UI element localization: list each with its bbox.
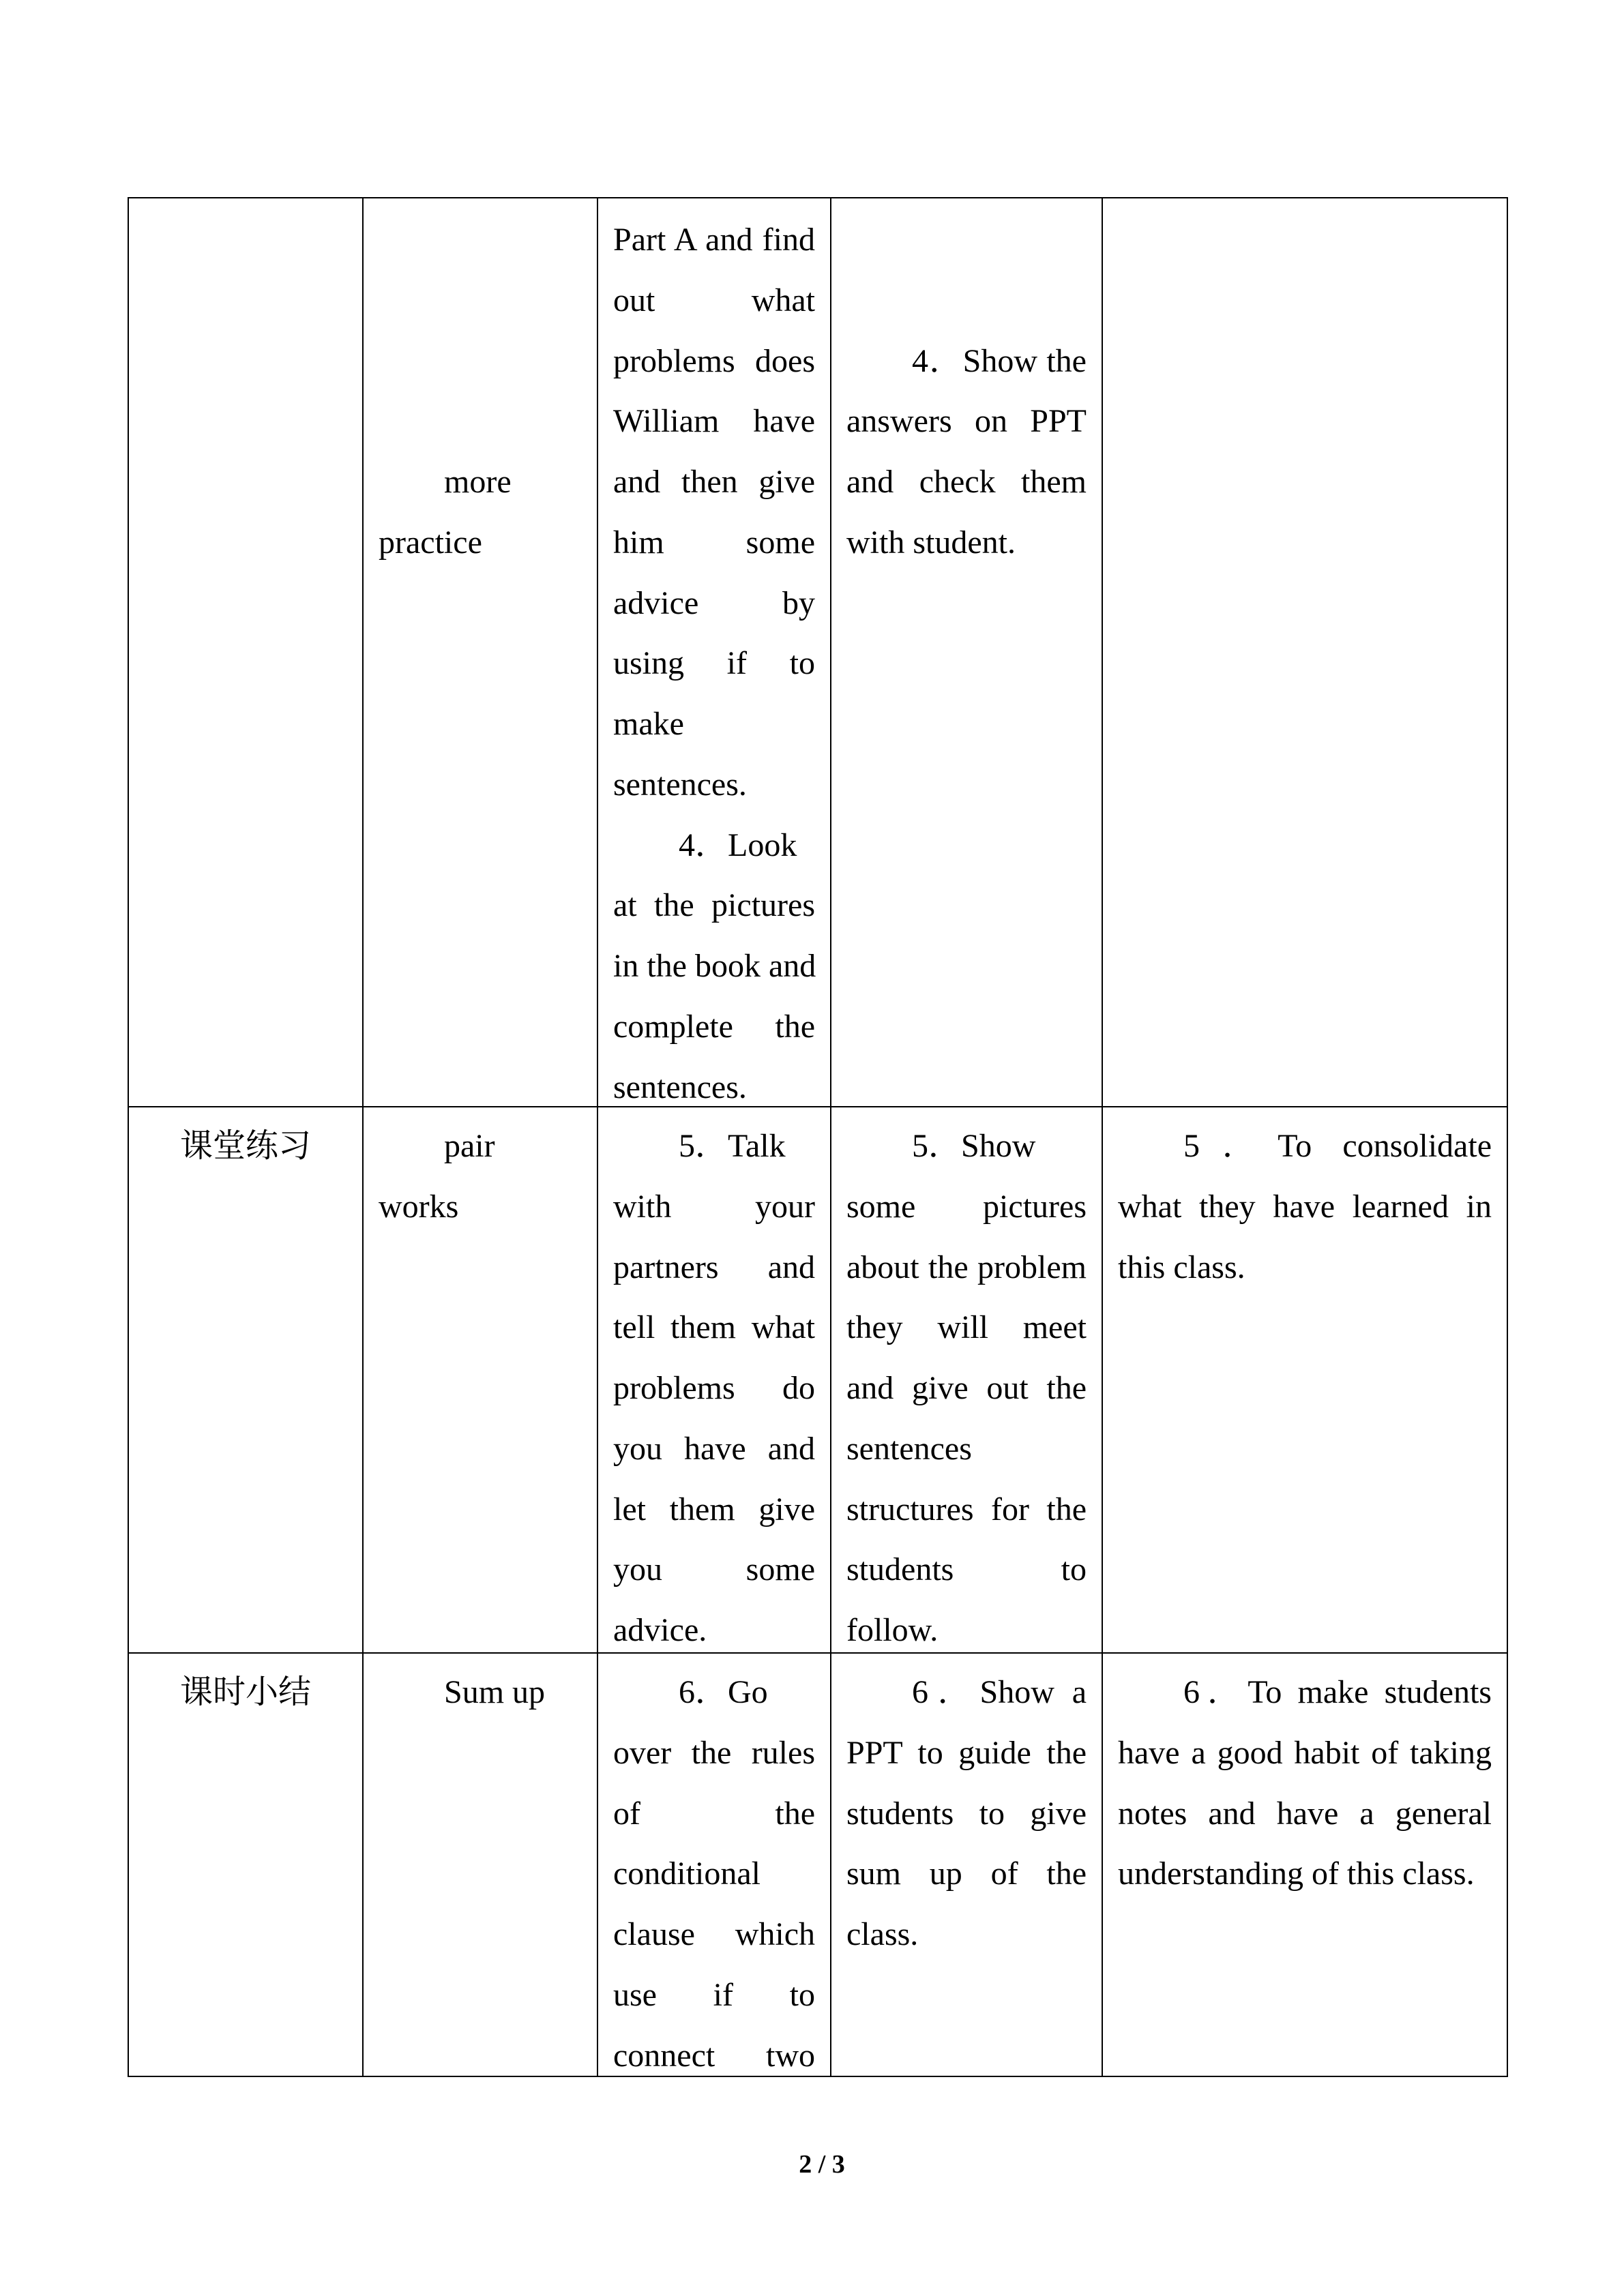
text-line: complete the — [613, 1008, 815, 1045]
cell-paragraph — [379, 452, 582, 573]
text-line: practice — [379, 524, 482, 561]
text-line: over the rules — [613, 1734, 815, 1771]
text-line: answers on PPT — [846, 403, 1087, 440]
text-line: they will meet — [846, 1309, 1087, 1346]
text-line: students to — [846, 1551, 1087, 1588]
text-line: sentences. — [613, 1069, 747, 1105]
text-line: 课堂练习 — [179, 1128, 311, 1164]
text-line: problems does — [613, 342, 815, 379]
text-line: class. — [846, 1916, 919, 1952]
row1-col5-cell — [1103, 198, 1508, 1107]
text-line: in the book and — [613, 948, 816, 984]
text-line: make — [613, 706, 684, 742]
text-line: pair — [444, 1128, 495, 1164]
text-line: out what — [613, 282, 815, 318]
text-line: sentences — [846, 1430, 972, 1467]
row3-col3-cell — [598, 1654, 831, 2077]
row1-col1-cell — [129, 198, 364, 1107]
row2-col4-cell — [831, 1107, 1103, 1654]
text-line: structures for the — [846, 1491, 1087, 1527]
text-line: connect two — [613, 2037, 815, 2074]
text-line: at the pictures — [613, 887, 815, 924]
row2-col5-cell — [1103, 1107, 1508, 1654]
text-line: works — [379, 1188, 459, 1225]
text-line: follow. — [846, 1612, 939, 1648]
row3-col5-cell — [1103, 1654, 1508, 2077]
lesson-plan-table — [128, 197, 1508, 2077]
text-line: advice by — [613, 584, 815, 621]
text-line: about the problem — [846, 1249, 1087, 1285]
text-line: more — [444, 464, 512, 500]
cell-paragraph — [613, 210, 815, 816]
row1-col3-cell — [598, 198, 831, 1107]
text-line: notes and have a general — [1118, 1795, 1492, 1832]
text-line: what they have learned in — [1118, 1188, 1492, 1225]
text-line: 5．Talk — [679, 1128, 786, 1164]
text-line: sum up of the — [846, 1855, 1087, 1892]
page-number: 2 / 3 — [799, 2150, 845, 2179]
cell-paragraph — [613, 816, 815, 1118]
text-line: of the — [613, 1795, 815, 1832]
text-line: tell them what — [613, 1309, 815, 1346]
text-line: 4．Show the — [912, 342, 1087, 379]
row2-col2-cell — [364, 1107, 598, 1654]
text-line: partners and — [613, 1249, 815, 1285]
text-line: and then give — [613, 464, 815, 500]
text-line: 5．Show — [912, 1128, 1036, 1164]
row2-col1-cell — [129, 1107, 364, 1654]
text-line: understanding of this class. — [1118, 1855, 1475, 1892]
text-line: 5．To consolidate — [1183, 1128, 1492, 1164]
text-line: you some — [613, 1551, 815, 1588]
text-line: use if to — [613, 1976, 815, 2013]
text-line: 课时小结 — [179, 1674, 311, 1710]
row2-col3-cell — [598, 1107, 831, 1654]
text-line: let them give — [613, 1491, 815, 1527]
text-line: have a good habit of taking — [1118, 1734, 1492, 1771]
text-line: and give out the — [846, 1370, 1087, 1406]
row3-col4-cell — [831, 1654, 1103, 2077]
text-line: him some — [613, 524, 815, 561]
text-line: this class. — [1118, 1249, 1245, 1285]
text-line: students to give — [846, 1795, 1087, 1832]
row3-col2-cell — [364, 1654, 598, 2077]
text-line: Part A and find — [613, 222, 815, 258]
text-line: conditional — [613, 1855, 761, 1892]
text-line: problems do — [613, 1370, 815, 1406]
text-line: with student. — [846, 524, 1016, 561]
row1-col4-cell — [831, 198, 1103, 1107]
row1-col2-cell — [364, 198, 598, 1107]
text-line: and check them — [846, 464, 1087, 500]
text-line: advice. — [613, 1612, 707, 1648]
text-line: William have — [613, 403, 815, 440]
text-line: PPT to guide the — [846, 1734, 1087, 1771]
row3-col1-cell — [129, 1654, 364, 2077]
cell-paragraph — [846, 331, 1087, 573]
text-line: 6．To make students — [1183, 1674, 1492, 1710]
text-line: clause which — [613, 1916, 815, 1952]
text-line: using if to — [613, 645, 815, 682]
text-line: sentences. — [613, 766, 747, 803]
text-line: with your — [613, 1188, 815, 1225]
text-line: 4．Look — [679, 826, 797, 863]
text-line: you have and — [613, 1430, 815, 1467]
text-line: some pictures — [846, 1188, 1087, 1225]
text-line: Sum up — [444, 1674, 546, 1710]
text-line: 6．Go — [679, 1674, 768, 1710]
text-line: 6．Show a — [912, 1674, 1087, 1710]
